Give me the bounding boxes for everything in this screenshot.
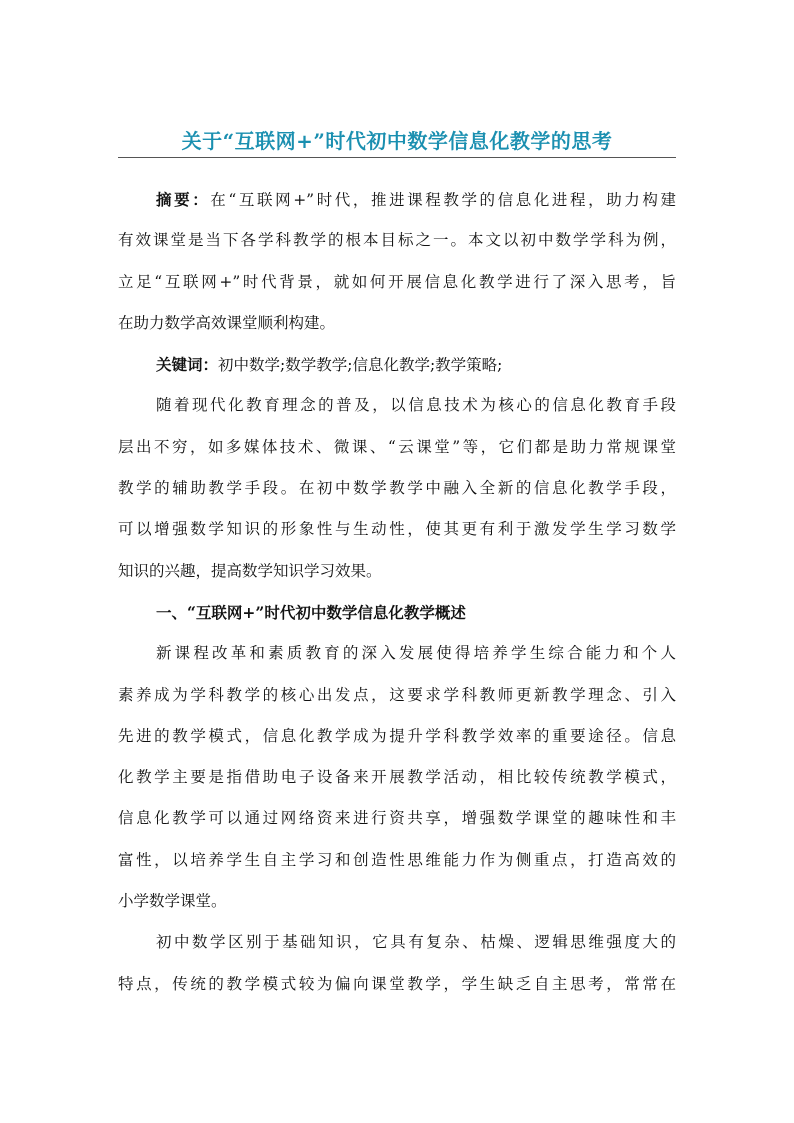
section-line: 新课程改革和素质教育的深入发展使得培养学生综合能力和个人 bbox=[156, 644, 676, 663]
intro-line: 可以增强数学知识的形象性与生动性，使其更有利于激发学生学习数学 bbox=[118, 520, 676, 539]
section-line: 信息化教学可以通过网络资来进行资共享，增强数学课堂的趣味性和丰 bbox=[118, 809, 676, 828]
keywords-label: 关键词： bbox=[156, 355, 219, 375]
section-line: 特点，传统的教学模式较为偏向课堂教学，学生缺乏自主思考，常常在 bbox=[118, 974, 676, 993]
section-line: 化教学主要是指借助电子设备来开展教学活动，相比较传统教学模式， bbox=[118, 768, 676, 787]
keywords-text: 初中数学;数学教学;信息化教学;教学策略; bbox=[218, 356, 503, 375]
abstract-line: 立足“互联网+”时代背景，就如何开展信息化教学进行了深入思考，旨 bbox=[118, 272, 676, 291]
section-line: 小学数学课堂。 bbox=[118, 892, 227, 911]
intro-line: 知识的兴趣，提高数学知识学习效果。 bbox=[118, 561, 382, 580]
intro-line: 随着现代化教育理念的普及，以信息技术为核心的信息化教育手段 bbox=[156, 396, 676, 415]
abstract-text: 在“互联网+”时代，推进课程教学的信息化进程，助力构建 bbox=[210, 191, 676, 209]
intro-line: 教学的辅助教学手段。在初中数学教学中融入全新的信息化教学手段， bbox=[118, 479, 676, 498]
section-heading: 一、“互联网+”时代初中数学信息化教学概述 bbox=[156, 602, 466, 622]
document-body bbox=[118, 179, 676, 1005]
section-line: 富性，以培养学生自主学习和创造性思维能力作为侧重点，打造高效的 bbox=[118, 850, 676, 869]
abstract-line: 有效课堂是当下各学科教学的根本目标之一。本文以初中数学学科为例， bbox=[118, 231, 676, 250]
intro-line: 层出不穷，如多媒体技术、微课、“云课堂”等，它们都是助力常规课堂 bbox=[118, 437, 676, 456]
section-line: 素养成为学科教学的核心出发点，这要求学科教师更新教学理念、引入 bbox=[118, 685, 676, 704]
title-underline bbox=[118, 157, 676, 158]
abstract-label: 摘要： bbox=[156, 190, 211, 209]
abstract-line: 在助力数学高效课堂顺利构建。 bbox=[118, 313, 336, 332]
section-line: 先进的教学模式，信息化教学成为提升学科教学效率的重要途径。信息 bbox=[118, 726, 676, 745]
abstract-line bbox=[118, 179, 676, 220]
keywords-line bbox=[118, 344, 676, 385]
document-title: 关于“互联网+”时代初中数学信息化教学的思考 bbox=[181, 129, 613, 153]
section-line: 初中数学区别于基础知识，它具有复杂、枯燥、逻辑思维强度大的 bbox=[156, 933, 676, 952]
